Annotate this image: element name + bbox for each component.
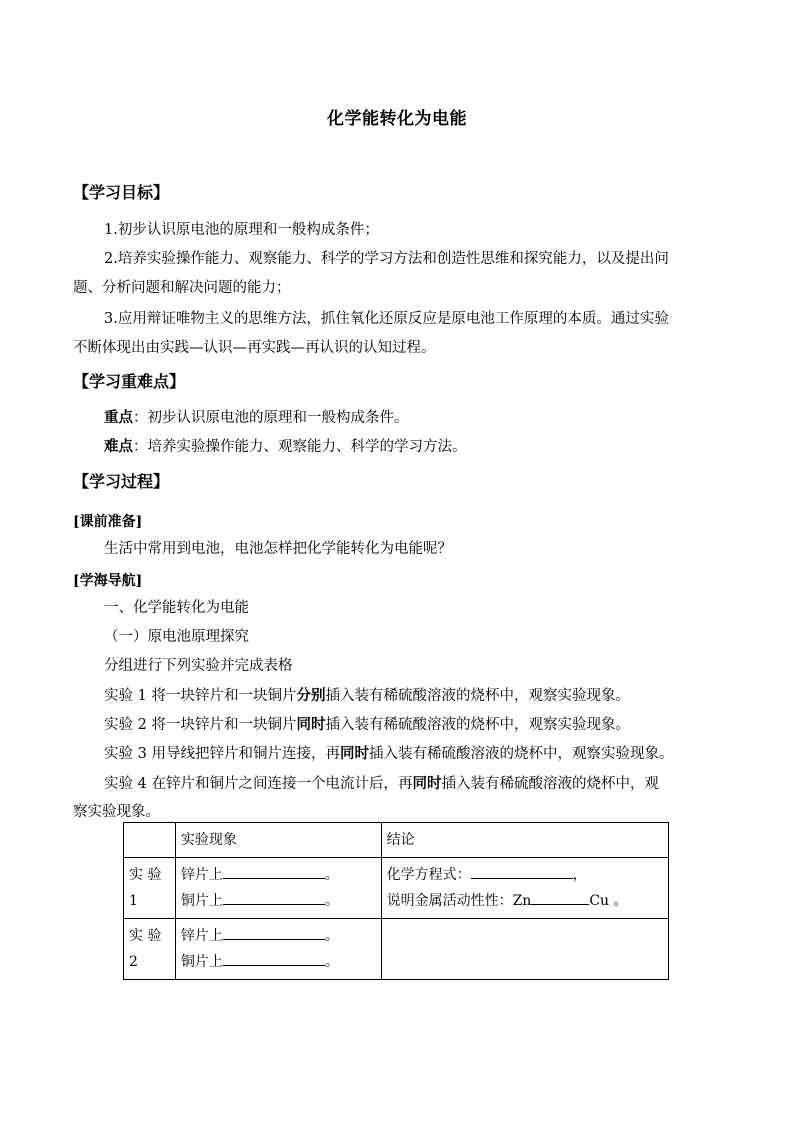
- experiment-1-text-a: 实验 1 将一块锌片和一块铜片: [104, 688, 297, 704]
- experiment-2-emphasis: 同时: [296, 717, 326, 733]
- process-heading: 【学习过程】: [73, 472, 170, 491]
- table-header-blank: [124, 823, 176, 858]
- row-2-zinc-blank[interactable]: [223, 925, 325, 940]
- key-point: [104, 408, 756, 428]
- experiment-4-text-b: 插入装有稀硫酸溶液的烧杯中，观: [441, 776, 659, 792]
- row-1-equation: [387, 862, 663, 888]
- table-row: [124, 919, 669, 980]
- goal-item-1: 1.初步认识原电池的原理和一般构成条件；: [104, 222, 379, 238]
- key-point-label: 重点: [104, 410, 133, 426]
- experiment-1-emphasis: 分别: [296, 688, 326, 704]
- row-2-phenomenon: [175, 919, 381, 980]
- row-2-copper-label: 铜片上: [180, 954, 223, 970]
- experiment-4-text-a: 实验 4 在锌片和铜片之间连接一个电流计后，再: [104, 776, 413, 792]
- table-header-row: [124, 823, 669, 858]
- goal-item-3-line-1: 3.应用辩证唯物主义的思维方法，抓住氧化还原反应是原电池工作原理的本质。通过实验: [104, 311, 669, 327]
- experiment-1-text-b: 插入装有稀硫酸溶液的烧杯中，观察实验现象。: [325, 688, 630, 704]
- row-1-equation-comma: ，: [572, 867, 587, 883]
- row-1-activity: [387, 888, 663, 914]
- row-1-zinc-label: 锌片上: [180, 867, 223, 883]
- nav-label: [学海导航]: [73, 573, 143, 589]
- experiment-3-text-b: 插入装有稀硫酸溶液的烧杯中，观察实验现象。: [368, 746, 674, 762]
- row-2-zinc-label: 锌片上: [180, 928, 223, 944]
- row-1-copper-blank[interactable]: [223, 890, 325, 905]
- row-2-zinc: [181, 923, 376, 949]
- document-title: 化学能转化为电能: [327, 109, 467, 129]
- goal-item-2-line-1: 2.培养实验操作能力、观察能力、科学的学习方法和创造性思维和探究能力，以及提出问: [104, 251, 669, 267]
- experiment-4-emphasis: 同时: [412, 776, 442, 792]
- row-2-label: [124, 919, 176, 980]
- experiment-table: [123, 822, 669, 980]
- row-1-copper: [181, 888, 376, 914]
- row-1-label-a: 实 验: [129, 867, 162, 883]
- row-1-conclusion: [381, 858, 668, 919]
- key-points-heading: 【学习重难点】: [73, 372, 186, 391]
- row-1-zinc-period: 。: [324, 867, 339, 883]
- row-1-equation-blank[interactable]: [471, 864, 573, 879]
- experiment-instruction: 分组进行下列实验并完成表格: [104, 658, 293, 674]
- experiment-3: [104, 744, 756, 764]
- key-point-text: ：初步认识原电池的原理和一般构成条件。: [133, 410, 409, 426]
- row-2-label-b: 2: [129, 954, 138, 970]
- row-1-zinc: [181, 862, 376, 888]
- experiment-2-text-b: 插入装有稀硫酸溶液的烧杯中，观察实验现象。: [325, 717, 630, 733]
- row-2-conclusion: [381, 919, 668, 980]
- row-1-phenomenon: [175, 858, 381, 919]
- experiment-4-line-1: [104, 774, 756, 794]
- difficult-point-text: ：培养实验操作能力、观察能力、科学的学习方法。: [133, 439, 467, 455]
- prep-label: [课前准备]: [73, 514, 143, 530]
- section-1-heading: 一、化学能转化为电能: [104, 600, 249, 616]
- difficult-point: [104, 437, 756, 457]
- experiment-2-text-a: 实验 2 将一块锌片和一块铜片: [104, 717, 297, 733]
- experiment-2: [104, 715, 756, 735]
- row-1-label: [124, 858, 176, 919]
- row-2-copper-blank[interactable]: [223, 951, 325, 966]
- difficult-point-label: 难点: [104, 439, 133, 455]
- row-1-activity-blank[interactable]: [531, 890, 589, 905]
- goals-heading: 【学习目标】: [73, 183, 170, 202]
- row-2-label-a: 实 验: [129, 928, 162, 944]
- table-header-conclusion: 结论: [381, 823, 668, 858]
- table-header-phenomenon: 实验现象: [175, 823, 381, 858]
- row-1-zinc-blank[interactable]: [223, 864, 325, 879]
- row-1-copper-period: 。: [324, 893, 339, 909]
- table-row: [124, 858, 669, 919]
- row-2-zinc-period: 。: [324, 928, 339, 944]
- subsection-1-heading: （一）原电池原理探究: [104, 629, 249, 645]
- experiment-3-text-a: 实验 3 用导线把锌片和铜片连接，再: [104, 746, 340, 762]
- goal-item-3-line-2: 不断体现出由实践—认识—再实践—再认识的认知过程。: [73, 340, 436, 356]
- experiment-1: [104, 686, 756, 706]
- prep-text: 生活中常用到电池，电池怎样把化学能转化为电能呢？: [104, 541, 452, 557]
- row-1-copper-label: 铜片上: [180, 893, 223, 909]
- row-2-copper-period: 。: [324, 954, 339, 970]
- row-1-equation-label: 化学方程式：: [386, 867, 471, 883]
- row-1-activity-tail: Cu 。: [589, 893, 628, 909]
- experiment-4-line-2: 察实验现象。: [73, 804, 160, 820]
- row-1-activity-label: 说明金属活动性性：Zn: [386, 893, 532, 909]
- experiment-3-emphasis: 同时: [339, 746, 369, 762]
- goal-item-2-line-2: 题、分析问题和解决问题的能力；: [73, 280, 291, 296]
- row-1-label-b: 1: [129, 893, 138, 909]
- row-2-copper: [181, 949, 376, 975]
